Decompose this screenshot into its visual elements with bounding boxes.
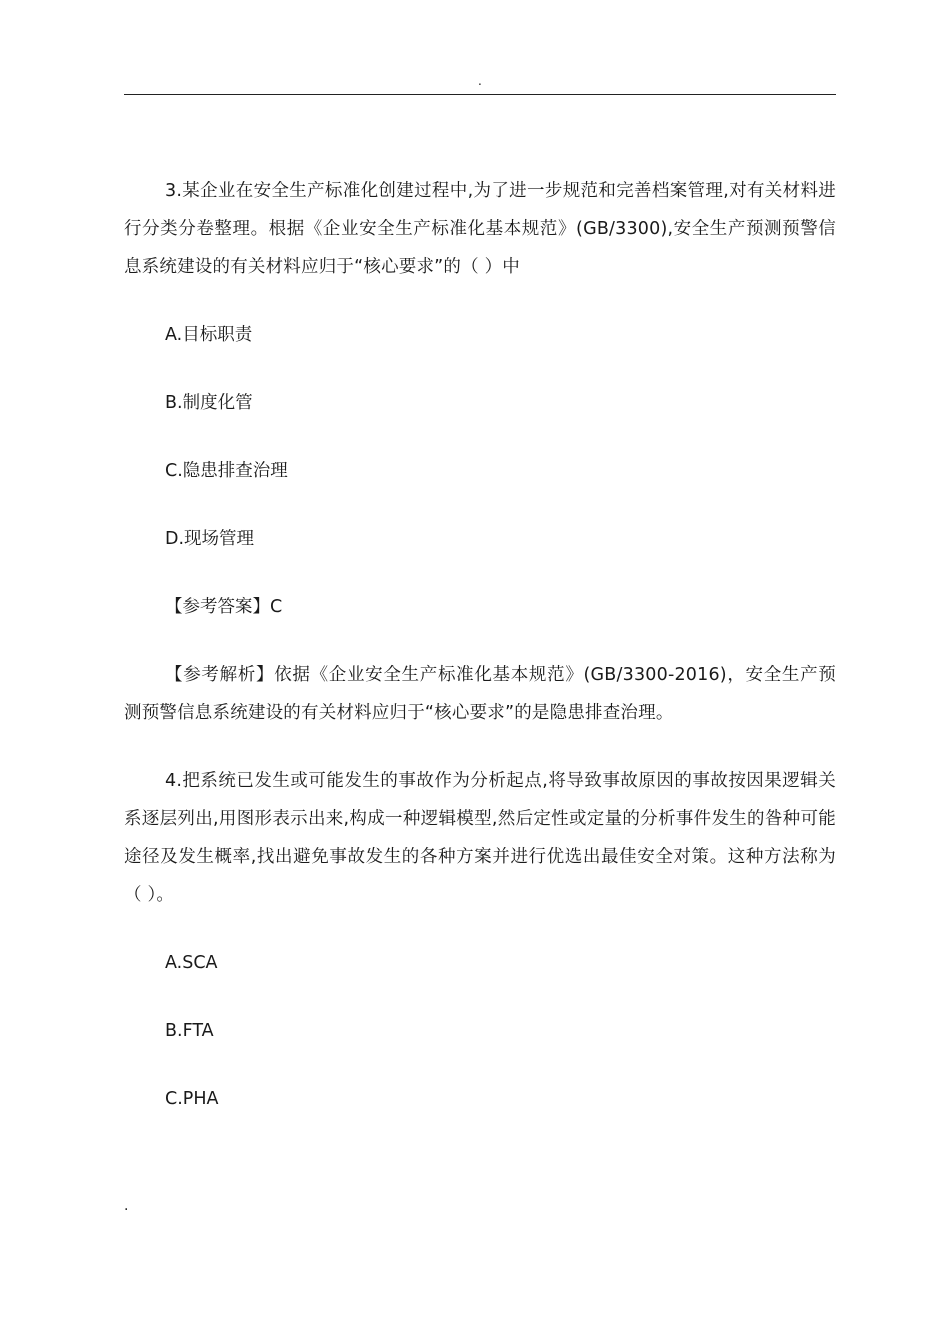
header-mark: . (478, 74, 482, 88)
question-4-option-b: B.FTA (165, 1021, 214, 1041)
question-4-option-c: C.PHA (165, 1089, 219, 1109)
question-4-stem: 4.把系统已发生或可能发生的事故作为分析起点,将导致事故原因的事故按因果逻辑关系逐层列出,用图形表示出来,构成一种逻辑模型,然后定性或定量的分析事件发生的昝种可能途径及发生概率,找出避免事故发生的各种方案并进行优选出最佳安全对策。这种方法称为（ ）。 (124, 771, 836, 905)
analysis-label: 【参考解析】 (165, 665, 275, 685)
document-body (124, 172, 836, 1118)
analysis-text: 依据《企业安全生产标准化基本规范》(GB/3300-2016)，安全生产预测预警信息系统建设的有关材料应归于“核心要求”的是隐患排查治理。 (124, 665, 837, 723)
answer-label: 【参考答案】 (165, 597, 270, 617)
question-3-option-b: B.制度化管 (165, 393, 253, 413)
question-3-analysis (124, 656, 836, 732)
answer-value: C (270, 597, 283, 617)
question-3-option-d: D.现场管理 (165, 529, 255, 549)
question-3-answer (124, 588, 836, 626)
footer-mark: . (124, 1198, 129, 1214)
question-3-stem: 3.某企业在安全生产标准化创建过程中,为了进一步规范和完善档案管理,对有关材料进行分类分卷整理。根据《企业安全生产标准化基本规范》(GB/3300),安全生产预测预警信息系统建设的有关材料应归于“核心要求”的（ ）中 (124, 181, 836, 277)
question-3-option-a: A.目标职责 (165, 325, 253, 345)
question-3-option-c: C.隐患排查治理 (165, 461, 288, 481)
header-divider (124, 94, 836, 95)
question-4-option-a: A.SCA (165, 953, 218, 973)
